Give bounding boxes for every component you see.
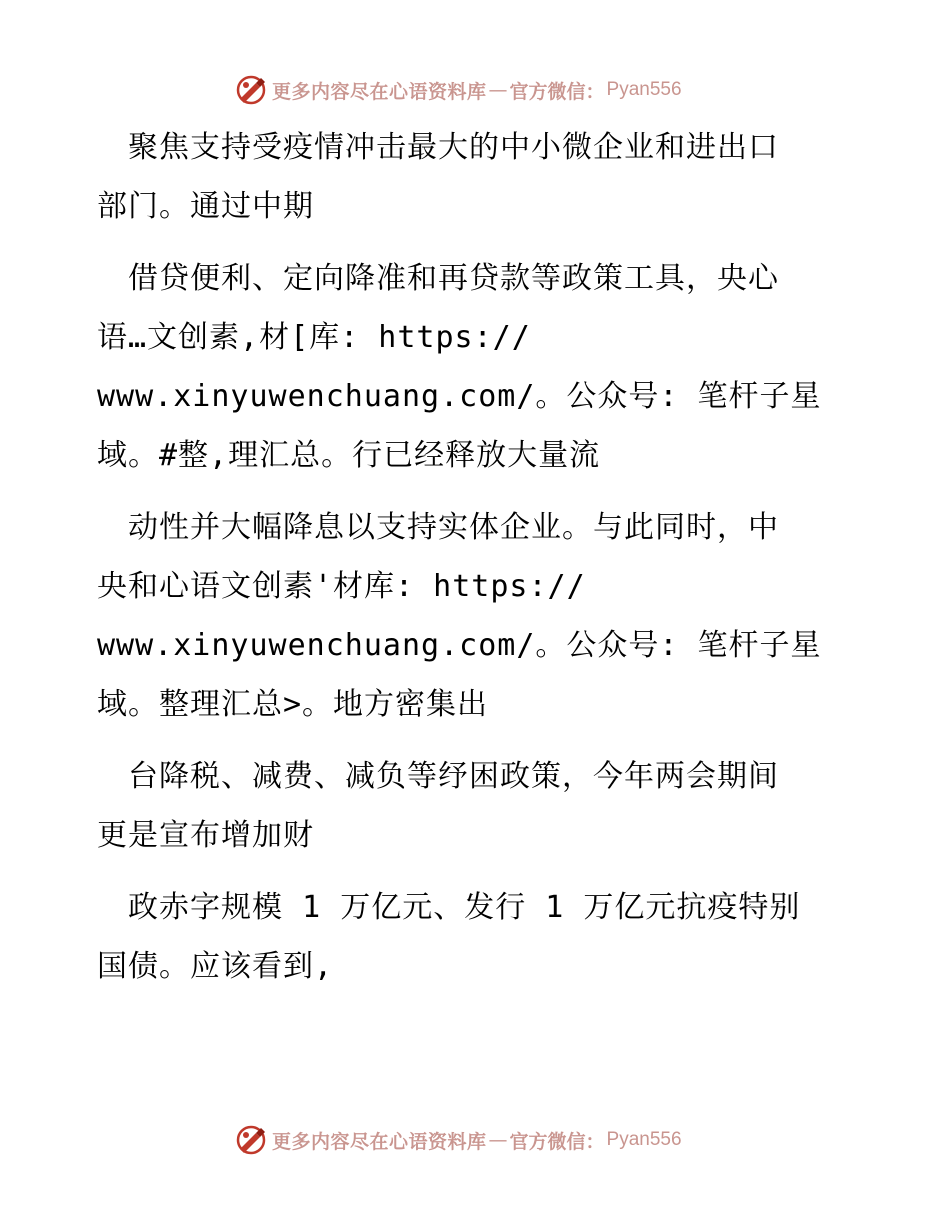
text-line: 动性并大幅降息以支持实体企业。与此同时，中 bbox=[109, 510, 780, 545]
text-line: www.xinyuwenchuang.com/。公众号: 笔杆子星 bbox=[97, 628, 822, 663]
body-text bbox=[97, 118, 837, 996]
footer-dash: — bbox=[488, 1129, 508, 1151]
footer-brand-text: 更多内容尽在心语资料库 bbox=[272, 1130, 487, 1153]
text-line: www.xinyuwenchuang.com/。公众号: 笔杆子星 bbox=[97, 379, 822, 414]
text-line: 域。整理汇总>。地方密集出 bbox=[97, 687, 489, 722]
header-watermark bbox=[234, 72, 714, 108]
text-line: 更是宣布增加财 bbox=[97, 818, 314, 853]
text-line: 央和心语文创素'材库: https:// bbox=[97, 569, 586, 604]
header-brand-text: 更多内容尽在心语资料库 bbox=[272, 80, 487, 103]
text-line: 政赤字规模 1 万亿元、发行 1 万亿元抗疫特别 bbox=[109, 890, 801, 925]
header-dash: — bbox=[488, 79, 508, 101]
pen-seal-logo-icon bbox=[234, 73, 268, 107]
text-line: 域。#整,理汇总。行已经释放大量流 bbox=[97, 438, 601, 473]
text-line: 部门。通过中期 bbox=[97, 189, 314, 224]
footer-wechat-id: Pyan556 bbox=[606, 1129, 682, 1150]
text-line: 借贷便利、定向降准和再贷款等政策工具，央心 bbox=[109, 261, 780, 296]
footer-official-label: 官方微信： bbox=[509, 1130, 605, 1153]
text-line: 语…文创素,材[库: https:// bbox=[97, 320, 531, 355]
header-official-label: 官方微信： bbox=[509, 80, 605, 103]
text-line: 聚焦支持受疫情冲击最大的中小微企业和进出口 bbox=[109, 130, 780, 165]
text-line: 国债。应该看到, bbox=[97, 949, 334, 984]
footer-watermark bbox=[234, 1122, 714, 1158]
pen-seal-logo-icon bbox=[234, 1123, 268, 1157]
text-line: 台降税、减费、减负等纾困政策，今年两会期间 bbox=[109, 759, 780, 794]
header-wechat-id: Pyan556 bbox=[606, 79, 682, 100]
